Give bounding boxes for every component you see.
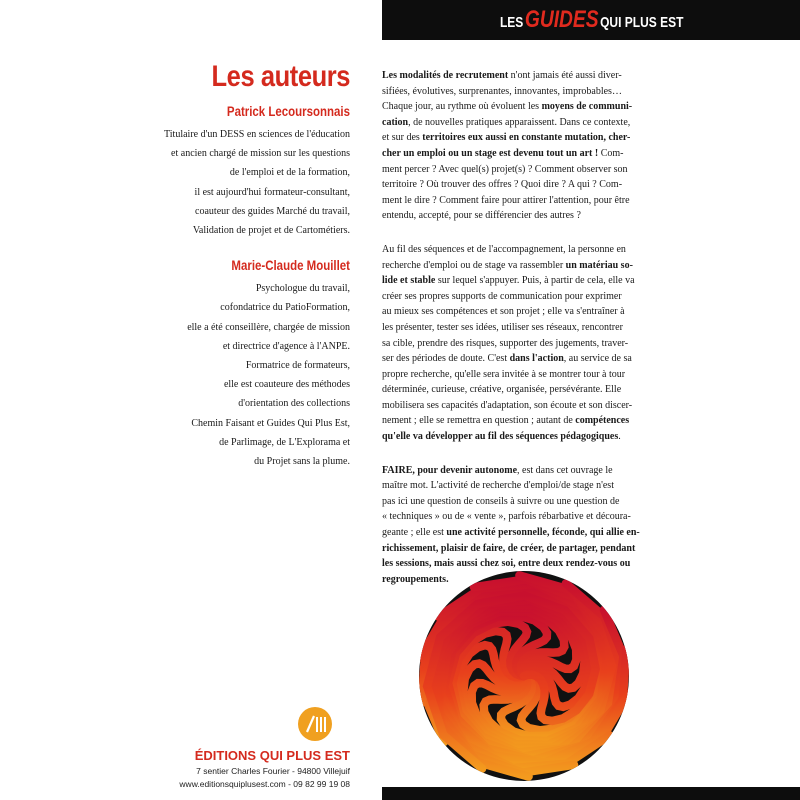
series-title-part3: QUI PLUS EST: [600, 14, 684, 31]
text-line: [382, 130, 631, 146]
bio-line: Titulaire d'un DESS en sciences de l'éducation: [164, 129, 350, 140]
bold-text: regroupements.: [382, 573, 449, 585]
bio-line: Chemin Faisant et Guides Qui Plus Est,: [191, 417, 350, 429]
text-run: sa cible, prendre des risques, supporter des jugements, traver-: [382, 337, 629, 349]
text-run: maître mot. L'activité de recherche d'emploi/de stage n'est: [382, 480, 614, 492]
bold-text: Les modalités de recrutement: [382, 70, 509, 81]
text-line: [382, 99, 633, 115]
bio-line: elle a été conseillère, chargée de mission: [187, 321, 350, 333]
text-line: [382, 304, 625, 320]
text-run: Au fil des séquences et de l'accompagnement, la personne en: [382, 243, 626, 255]
text-line: [382, 208, 585, 224]
text-line: [382, 177, 623, 193]
text-run: .: [618, 431, 621, 443]
text-run: déterminée, curieuse, créative, organisée, persévérante. Elle: [382, 384, 622, 396]
text-run: sur lequel s'appuyer. Puis, à partir de cela, elle va: [435, 275, 635, 287]
bio-line: de Parlimage, de L'Explorama et: [219, 436, 350, 448]
text-run: ser des périodes de doute. C'est: [382, 353, 510, 365]
bio-line: et directrice d'agence à l'ANPE.: [222, 340, 350, 352]
text-run: les présenter, tester ses idées, utiliser ses réseaux, rencontrer: [382, 321, 623, 333]
text-line: [382, 509, 631, 525]
text-line: [382, 494, 620, 510]
text-run: Chaque jour, au rythme où évoluent les: [382, 101, 542, 113]
text-run: pas ici une question de conseils à suivre ou une question de: [382, 495, 620, 507]
text-run: recherche d'emploi ou de stage va rassembler: [382, 259, 566, 271]
text-line: [382, 320, 623, 336]
text-run: , est dans cet ouvrage le: [517, 464, 613, 476]
text-line: [382, 273, 635, 289]
publisher-logo-icon: [297, 706, 333, 742]
bold-text: dans l'action: [509, 353, 564, 365]
text-line: [382, 463, 613, 479]
publisher-website-phone: www.editionsquiplusest.com - 09 82 99 19 08: [179, 779, 350, 789]
text-line: [382, 68, 622, 84]
text-run: ment percer ? Avec quel(s) projet(s) ? Comment observer son: [382, 163, 628, 175]
author-name: Marie-Claude Mouillet: [231, 258, 350, 274]
bio-line: Formatrice de formateurs,: [245, 360, 350, 372]
spiral-illustration: [418, 570, 630, 782]
bold-text: territoires eux aussi en constante mutation, cher-: [422, 132, 631, 144]
text-line: [382, 429, 621, 445]
text-run: propre recherche, qu'elle sera invitée à se montrer tour à tour: [382, 368, 626, 380]
text-run: créer ses propres supports de communication pour exprimer: [382, 290, 622, 302]
bold-text: cation: [382, 116, 409, 128]
text-run: n'ont jamais été aussi diver-: [508, 70, 622, 81]
text-line: [382, 146, 624, 162]
bold-text: une activité personnelle, féconde, qui allie en-: [446, 527, 640, 539]
author-block: [160, 258, 350, 471]
bold-text: cher un emploi ou un stage est devenu tout un art !: [382, 147, 599, 159]
bio-line: d'orientation des collections: [238, 398, 350, 410]
author-name: Patrick Lecoursonnais: [226, 104, 350, 119]
text-line: [382, 413, 630, 429]
author-block: [160, 104, 350, 240]
authors-heading: Les auteurs: [211, 60, 350, 93]
bio-line: elle est coauteure des méthodes: [223, 379, 350, 391]
author-bio: [160, 125, 350, 240]
text-line: [382, 525, 640, 541]
text-run: sifiées, évolutives, surprenantes, innovantes, improbables…: [382, 85, 622, 97]
bio-line: de l'emploi et de la formation,: [229, 167, 350, 179]
bold-text: qu'elle va développer au fil des séquences pédagogiques: [382, 431, 619, 443]
body-paragraph: [382, 68, 633, 224]
text-line: [382, 242, 626, 258]
bold-text: un matériau so-: [565, 259, 633, 271]
bold-text: lide et stable: [382, 275, 436, 287]
series-title-part2: GUIDES: [525, 6, 599, 33]
publisher-address: 7 sentier Charles Fourier - 94800 Villejuif: [196, 766, 350, 776]
text-run: geante ; elle est: [382, 527, 447, 539]
text-line: [382, 398, 633, 414]
text-run: « techniques » ou de « vente », parfois rébarbative et découra-: [382, 511, 631, 523]
text-run: , au service de sa: [563, 353, 632, 365]
text-line: [382, 193, 630, 209]
text-run: Com-: [598, 147, 624, 159]
text-run: et sur des: [382, 132, 423, 144]
body-paragraph: [382, 463, 640, 588]
series-title: [500, 6, 684, 34]
authors-column: [160, 60, 350, 489]
author-bio: [160, 279, 350, 471]
text-line: [382, 351, 632, 367]
bold-text: richissement, plaisir de faire, de créer, de partager, pendant: [382, 542, 636, 554]
text-run: entendu, accepté, pour se différencier des autres ?: [382, 210, 581, 222]
bold-text: FAIRE, pour devenir autonome: [382, 464, 518, 476]
body-text: [382, 68, 640, 605]
text-line: [382, 478, 614, 494]
bio-line: et ancien chargé de mission sur les questions: [171, 148, 350, 160]
text-run: ment le dire ? Comment faire pour attirer l'attention, pour être: [382, 194, 630, 206]
bio-line: cofondatrice du PatioFormation,: [220, 302, 350, 314]
text-run: , de nouvelles pratiques apparaissent. Dans ce contexte,: [408, 116, 631, 128]
body-paragraph: [382, 242, 635, 445]
bio-line: Psychologue du travail,: [255, 283, 350, 295]
text-line: [382, 367, 626, 383]
text-line: [382, 289, 622, 305]
text-line: [382, 336, 629, 352]
text-run: territoire ? Où trouver des offres ? Quoi dire ? A qui ? Com-: [382, 179, 623, 191]
text-line: [382, 541, 636, 557]
text-line: [382, 258, 633, 274]
bio-line: Validation de projet et de Cartométiers.: [192, 225, 350, 237]
publisher-name: ÉDITIONS QUI PLUS EST: [194, 748, 350, 763]
text-line: [382, 84, 622, 100]
text-line: [382, 382, 622, 398]
series-title-part1: LES: [500, 14, 524, 31]
bold-text: compétences: [575, 415, 630, 427]
bold-text: moyens de communi-: [541, 101, 633, 113]
series-banner: [382, 0, 800, 40]
bold-text: les sessions, mais aussi chez soi, entre deux rendez-vous ou: [382, 558, 631, 570]
text-line: [382, 115, 631, 131]
bottom-band: [382, 787, 800, 800]
text-run: nement ; elle se remettra en question ; autant de: [382, 415, 576, 427]
text-line: [382, 162, 628, 178]
bio-line: coauteur des guides Marché du travail,: [195, 205, 350, 217]
bio-line: il est aujourd'hui formateur-consultant,: [194, 186, 350, 198]
text-run: mobilisera ses capacités d'adaptation, son écoute et son discer-: [382, 399, 633, 411]
bio-line: du Projet sans la plume.: [254, 456, 350, 468]
text-run: au mieux ses compétences et son projet ; elle va s'entraîner à: [382, 306, 625, 318]
